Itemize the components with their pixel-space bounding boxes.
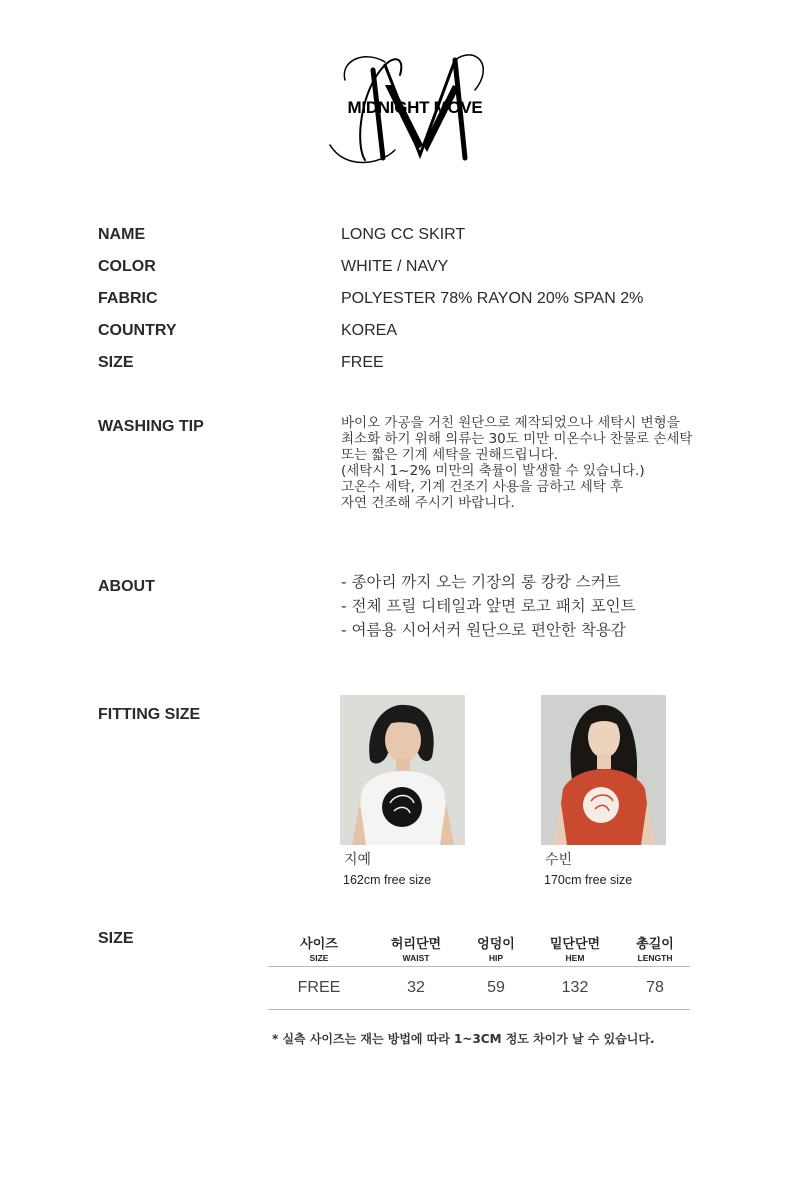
model-photo bbox=[541, 695, 666, 845]
model-name: 지예 bbox=[344, 852, 372, 868]
color-label: COLOR bbox=[98, 258, 156, 275]
country-value: KOREA bbox=[341, 322, 398, 339]
washing-line: 자연 건조해 주시기 바랍니다. bbox=[341, 495, 515, 511]
header-cell bbox=[620, 928, 690, 966]
washing-line: 고온수 세탁, 기계 건조기 사용을 금하고 세탁 후 bbox=[341, 479, 624, 495]
color-value: WHITE / NAVY bbox=[341, 258, 449, 275]
size-table-label: SIZE bbox=[98, 930, 134, 947]
washing-line: 최소화 하기 위해 의류는 30도 미만 미온수나 찬물로 손세탁 bbox=[341, 431, 693, 447]
header-ko: 허리단면 bbox=[390, 937, 442, 952]
header-ko: 총길이 bbox=[636, 937, 674, 952]
brand-name: MIDNIGHT MOVE bbox=[347, 98, 483, 117]
header-en: HEM bbox=[565, 953, 585, 963]
washing-tip-text bbox=[341, 415, 781, 511]
name-value: LONG CC SKIRT bbox=[341, 226, 466, 243]
about-line: - 전체 프릴 디테일과 앞면 로고 패치 포인트 bbox=[341, 597, 636, 615]
header-en: WAIST bbox=[402, 953, 430, 963]
washing-line: (세탁시 1~2% 미만의 축률이 발생할 수 있습니다.) bbox=[341, 463, 645, 479]
table-row bbox=[268, 967, 690, 1010]
country-label: COUNTRY bbox=[98, 322, 177, 339]
header-en: HIP bbox=[488, 953, 504, 963]
model-card bbox=[541, 695, 666, 887]
size-label: SIZE bbox=[98, 354, 134, 371]
washing-tip-label: WASHING TIP bbox=[98, 418, 204, 435]
fabric-value: POLYESTER 78% RAYON 20% SPAN 2% bbox=[341, 290, 644, 307]
about-line: - 여름용 시어서커 원단으로 편안한 착용감 bbox=[341, 621, 626, 639]
header-en: SIZE bbox=[309, 953, 329, 963]
model-name: 수빈 bbox=[545, 852, 573, 868]
header-ko: 사이즈 bbox=[300, 937, 338, 952]
fabric-label: FABRIC bbox=[98, 290, 158, 307]
header-ko: 엉덩이 bbox=[477, 937, 515, 952]
model-photo bbox=[340, 695, 465, 845]
about-text bbox=[341, 570, 636, 642]
model-card bbox=[340, 695, 465, 887]
model-size: 162cm free size bbox=[343, 873, 432, 887]
table-cell: 32 bbox=[407, 979, 425, 996]
table-cell: 59 bbox=[487, 979, 505, 996]
fitting-size-label: FITTING SIZE bbox=[98, 706, 201, 723]
about-line: - 종아리 까지 오는 기장의 롱 캉캉 스커트 bbox=[341, 573, 621, 591]
size-note: * 실측 사이즈는 재는 방법에 따라 1~3CM 정도 차이가 날 수 있습니다. bbox=[272, 1032, 655, 1046]
header-cell bbox=[268, 928, 370, 966]
header-en: LENGTH bbox=[637, 953, 673, 963]
size-table-header bbox=[268, 928, 690, 967]
brand-logo bbox=[325, 50, 505, 170]
size-table bbox=[268, 928, 690, 1010]
washing-line: 바이오 가공을 거친 원단으로 제작되었으나 세탁시 변형을 bbox=[341, 415, 680, 431]
washing-line: 또는 짧은 기계 세탁을 권해드립니다. bbox=[341, 447, 559, 463]
header-cell bbox=[530, 928, 620, 966]
header-cell bbox=[462, 928, 530, 966]
table-cell: 132 bbox=[561, 979, 589, 996]
table-cell: 78 bbox=[646, 979, 664, 996]
header-ko: 밑단단면 bbox=[549, 937, 601, 952]
table-cell: FREE bbox=[297, 979, 341, 996]
name-label: NAME bbox=[98, 226, 146, 243]
about-label: ABOUT bbox=[98, 578, 155, 595]
size-value: FREE bbox=[341, 354, 384, 371]
model-size: 170cm free size bbox=[544, 873, 633, 887]
header-cell bbox=[370, 928, 462, 966]
